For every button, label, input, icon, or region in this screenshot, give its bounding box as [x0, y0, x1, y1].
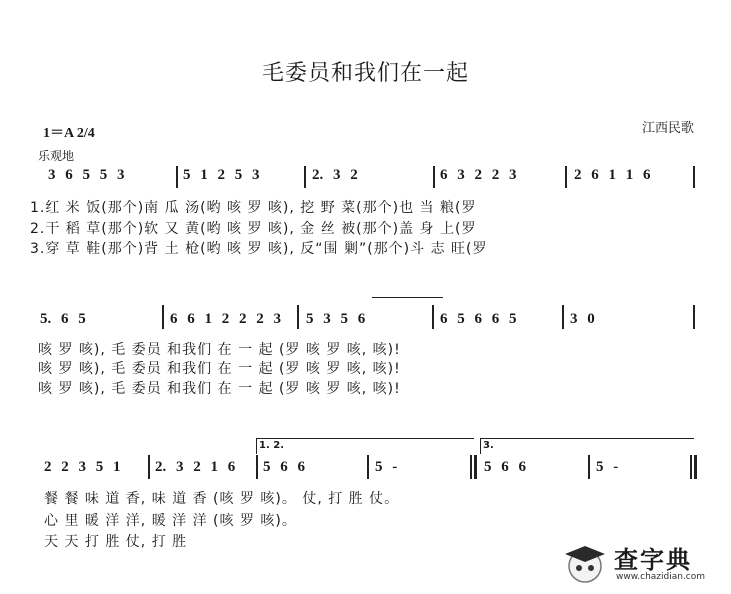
measure: 2. 3 2 1 6 — [155, 459, 236, 475]
barline — [256, 455, 258, 479]
lyric-line: 餐 餐 味 道 香, 味 道 香 (咳 罗 咳)。 仗, 打 胜 仗。 — [44, 491, 400, 507]
watermark-brand: 查字典 — [614, 546, 692, 574]
barline — [693, 305, 695, 329]
lyric-line: 咳 罗 咳), 毛 委员 和我们 在 一 起 (罗 咳 罗 咳, 咳)! — [38, 381, 401, 397]
barline — [176, 166, 178, 188]
key-signature: 1＝A 2/4 — [43, 126, 95, 141]
lyric-line: 心 里 暖 洋 洋, 暖 洋 洋 (咳 罗 咳)。 — [44, 513, 297, 529]
lyric-line: 咳 罗 咳), 毛 委员 和我们 在 一 起 (罗 咳 罗 咳, 咳)! — [38, 342, 401, 358]
lyric-line: 3.穿 草 鞋(那个)背 土 枪(哟 咳 罗 咳), 反“围 剿”(那个)斗 志 旺(罗 — [30, 241, 488, 257]
repeat-barline — [470, 455, 472, 479]
volta-bracket — [256, 438, 474, 439]
measure: 5 3 5 6 — [306, 311, 366, 327]
tempo-marking: 乐观地 — [38, 149, 75, 163]
lyric-line: 2.干 稻 草(那个)软 又 黄(哟 咳 罗 咳), 金 丝 被(那个)盖 身 上(罗 — [30, 221, 477, 237]
barline — [693, 166, 695, 188]
song-title: 毛委员和我们在一起 — [261, 61, 469, 86]
repeat-barline-thick — [474, 455, 477, 479]
measure: 6 3 2 2 3 — [440, 167, 517, 183]
measure: 2. 3 2 — [312, 167, 358, 183]
lyric-line: 天 天 打 胜 仗, 打 胜 — [44, 534, 188, 550]
barline — [433, 166, 435, 188]
final-barline-thick — [694, 455, 697, 479]
volta-label: 3. — [483, 440, 494, 451]
barline — [565, 166, 567, 188]
volta-bracket — [480, 438, 694, 439]
measure: 5 6 6 — [484, 459, 526, 475]
barline — [588, 455, 590, 479]
measure: 5. 6 5 — [40, 311, 86, 327]
barline — [297, 305, 299, 329]
measure: 5 - — [375, 459, 398, 475]
measure: 3 6 5 5 3 — [48, 167, 125, 183]
measure: 6 6 1 2 2 2 3 — [170, 311, 281, 327]
composer-label: 江西民歌 — [642, 121, 695, 136]
barline — [304, 166, 306, 188]
lyric-line: 1.红 米 饭(那个)南 瓜 汤(哟 咳 罗 咳), 挖 野 菜(那个)也 当 粮(罗 — [30, 200, 477, 216]
measure: 5 - — [596, 459, 619, 475]
measure: 5 6 6 — [263, 459, 305, 475]
lyric-line: 咳 罗 咳), 毛 委员 和我们 在 一 起 (罗 咳 罗 咳, 咳)! — [38, 361, 401, 377]
barline — [148, 455, 150, 479]
barline — [562, 305, 564, 329]
volta-bracket-edge — [256, 438, 257, 454]
measure: 2 2 3 5 1 — [44, 459, 121, 475]
final-barline — [690, 455, 692, 479]
barline — [367, 455, 369, 479]
measure: 5 1 2 5 3 — [183, 167, 260, 183]
measure: 3 0 — [570, 311, 595, 327]
measure: 6 5 6 6 5 — [440, 311, 517, 327]
barline — [432, 305, 434, 329]
volta-bracket-edge — [480, 438, 481, 454]
watermark-url: www.chazidian.com — [616, 572, 706, 582]
measure: 2 6 1 1 6 — [574, 167, 651, 183]
barline — [162, 305, 164, 329]
tie-arc — [372, 297, 443, 298]
volta-label: 1. 2. — [259, 440, 284, 451]
